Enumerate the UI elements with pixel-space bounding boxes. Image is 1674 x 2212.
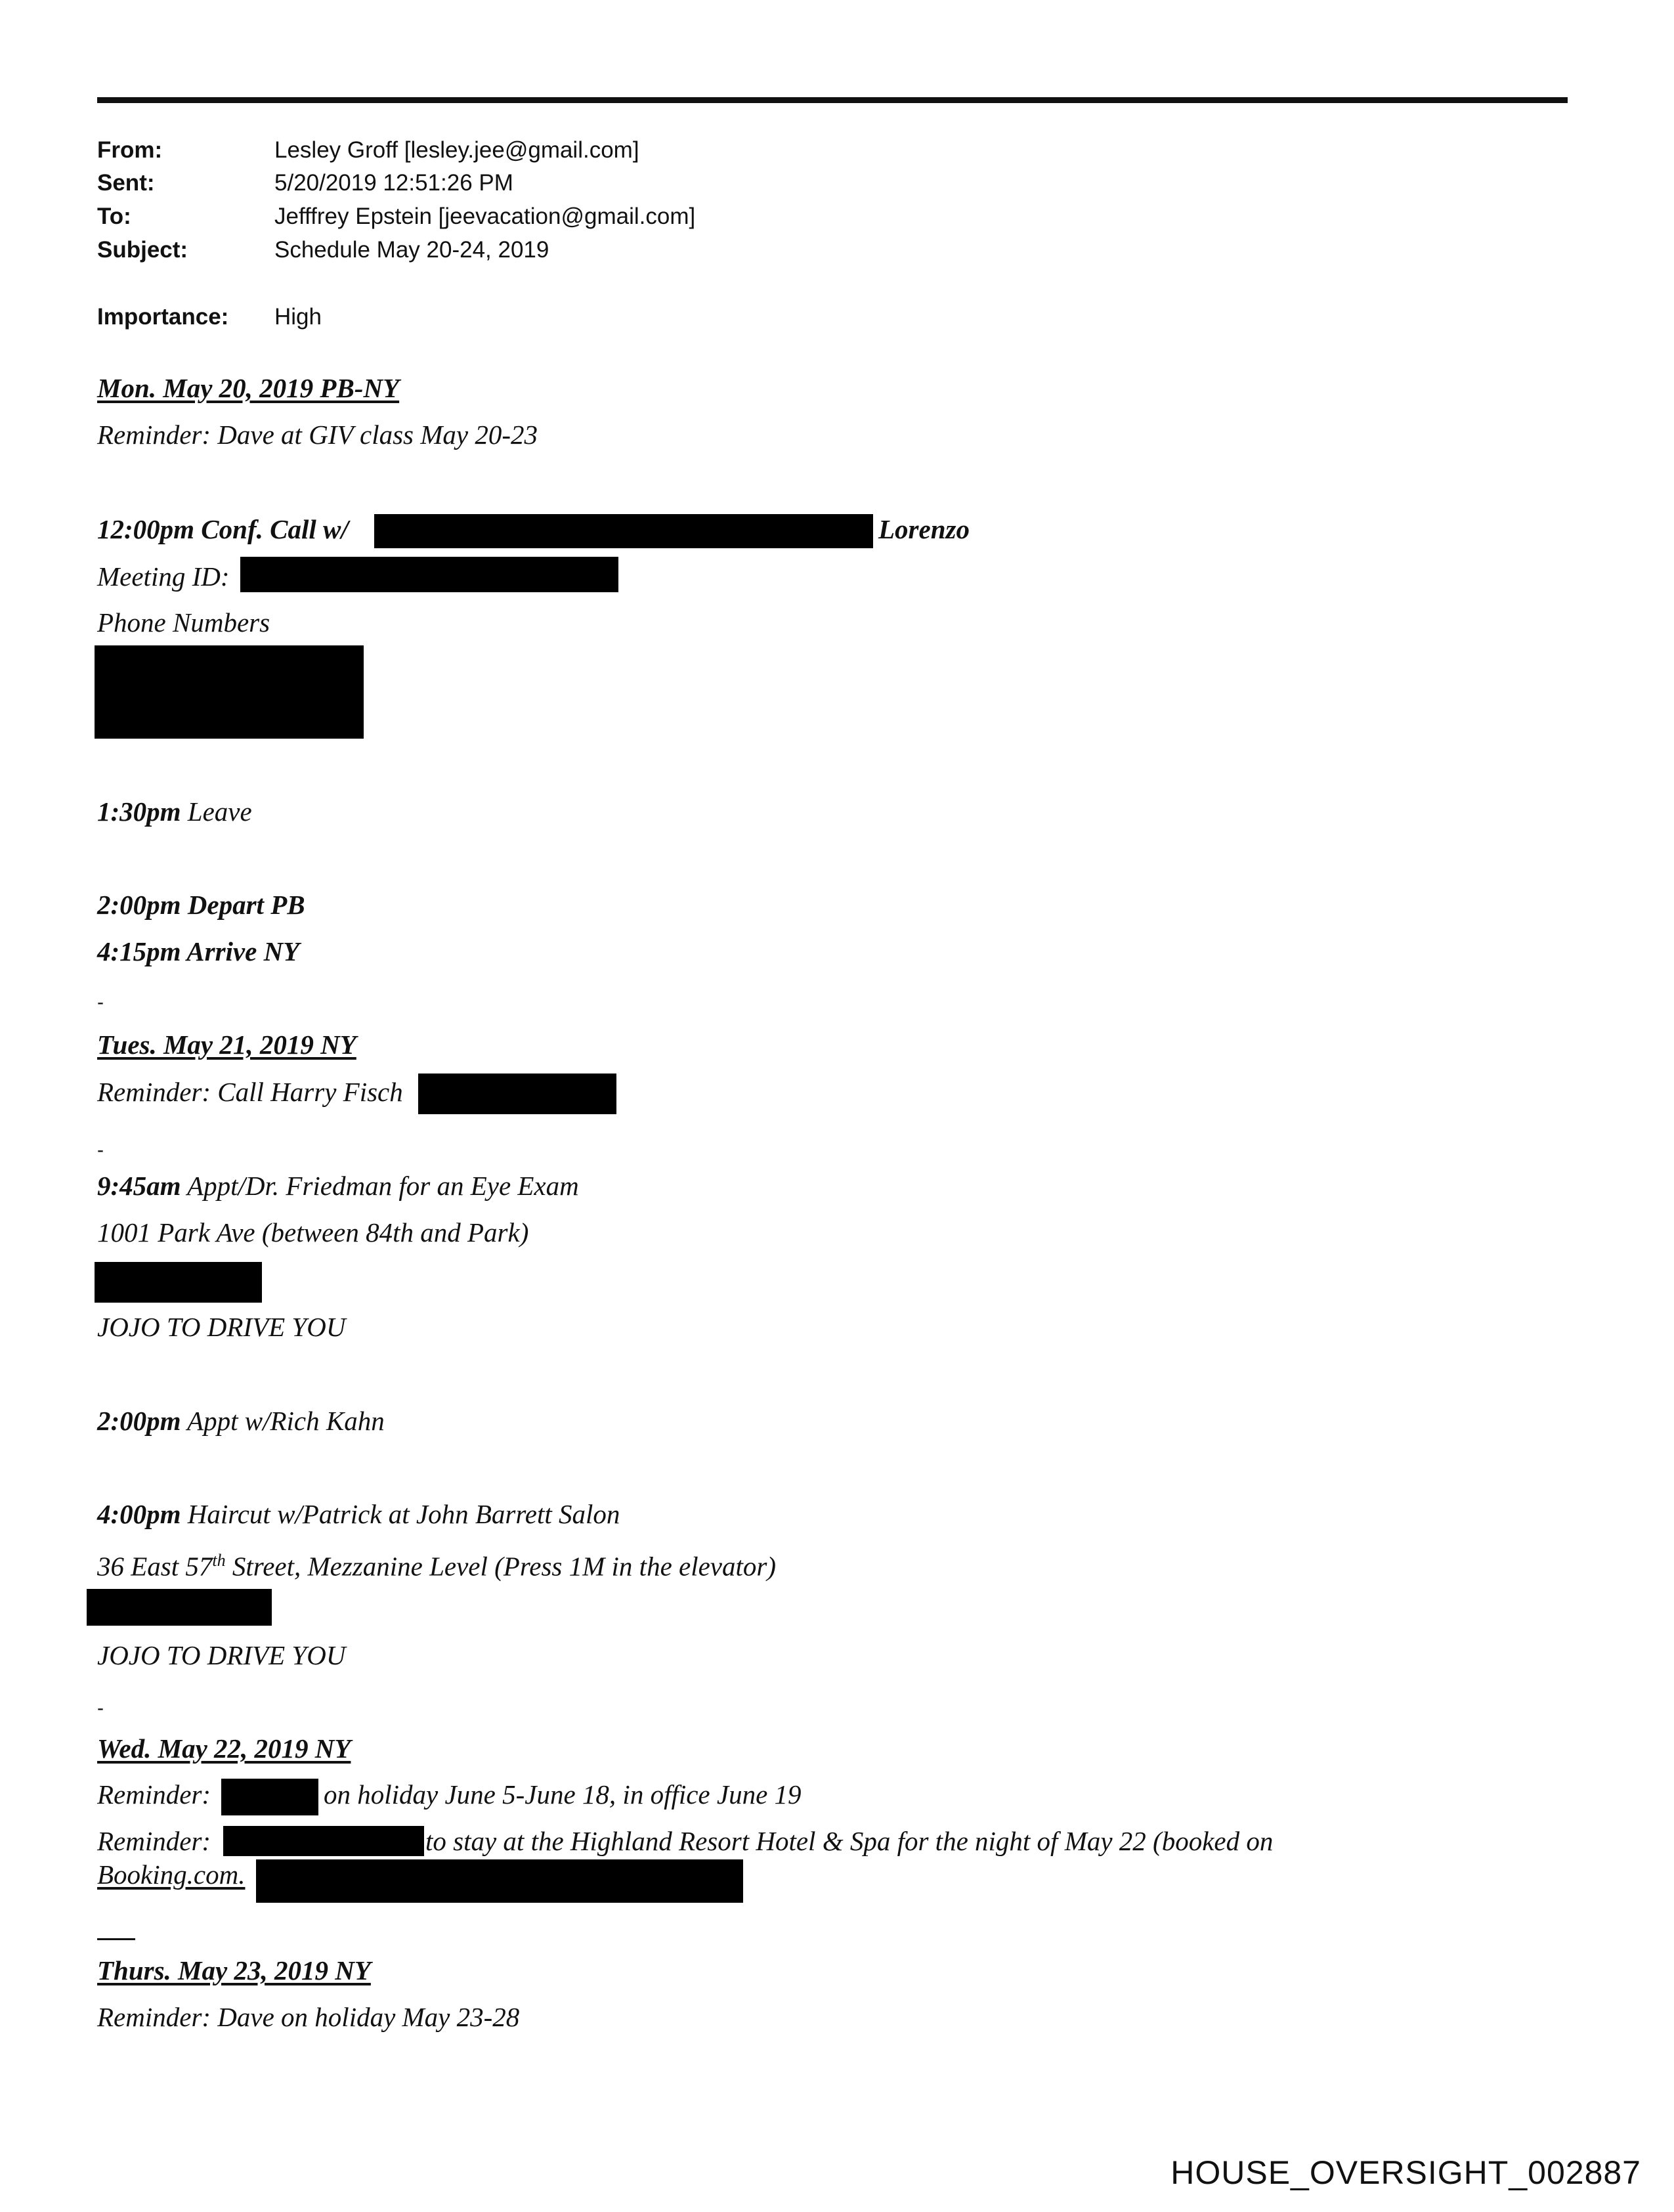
redaction-box bbox=[87, 1589, 272, 1626]
rich-kahn-text: Appt w/Rich Kahn bbox=[181, 1406, 385, 1436]
rich-kahn-entry bbox=[97, 1404, 385, 1438]
meeting-id-label: Meeting ID: bbox=[97, 561, 230, 592]
separator-dash: - bbox=[97, 991, 104, 1013]
redaction-box bbox=[95, 645, 364, 739]
sent-label: Sent: bbox=[97, 170, 155, 196]
eye-exam-address: 1001 Park Ave (between 84th and Park) bbox=[97, 1217, 529, 1247]
importance-value: High bbox=[274, 304, 322, 330]
separator-dash: - bbox=[97, 1139, 104, 1161]
haircut-entry bbox=[97, 1497, 620, 1531]
redaction-box bbox=[256, 1859, 743, 1903]
address-part: 36 East 57 bbox=[97, 1551, 213, 1582]
wednesday-reminder-1-label: Reminder: bbox=[97, 1779, 211, 1810]
phone-numbers-label: Phone Numbers bbox=[97, 607, 270, 638]
haircut-address bbox=[97, 1544, 776, 1584]
wednesday-heading: Wed. May 22, 2019 NY bbox=[97, 1733, 351, 1764]
redaction-box bbox=[223, 1826, 424, 1856]
eye-exam-time: 9:45am bbox=[97, 1171, 181, 1201]
conf-call-prefix: 12:00pm Conf. Call w/ bbox=[97, 514, 349, 544]
leave-time: 1:30pm bbox=[97, 796, 181, 827]
monday-heading: Mon. May 20, 2019 PB-NY bbox=[97, 373, 400, 403]
bates-number: HOUSE_OVERSIGHT_002887 bbox=[1170, 2154, 1641, 2191]
separator-dash: - bbox=[97, 1697, 104, 1719]
depart-entry: 2:00pm Depart PB bbox=[97, 890, 305, 920]
wednesday-reminder-2-text: to stay at the Highland Resort Hotel & Spa for the night of May 22 (booked on bbox=[425, 1826, 1274, 1856]
arrive-entry: 4:15pm Arrive NY bbox=[97, 936, 300, 966]
conf-call-suffix: Lorenzo bbox=[878, 514, 970, 544]
top-rule bbox=[97, 97, 1568, 103]
wednesday-reminder-2-label: Reminder: bbox=[97, 1826, 211, 1856]
sent-value: 5/20/2019 12:51:26 PM bbox=[274, 170, 513, 196]
subject-value: Schedule May 20-24, 2019 bbox=[274, 237, 549, 263]
leave-entry bbox=[97, 794, 252, 829]
subject-label: Subject: bbox=[97, 237, 188, 263]
importance-label: Importance: bbox=[97, 304, 229, 330]
leave-text: Leave bbox=[181, 796, 252, 827]
booking-link[interactable]: Booking.com. bbox=[97, 1859, 246, 1890]
jojo-drive-note: JOJO TO DRIVE YOU bbox=[97, 1640, 346, 1670]
to-value: Jefffrey Epstein [jeevacation@gmail.com] bbox=[274, 204, 696, 229]
from-value: Lesley Groff [lesley.jee@gmail.com] bbox=[274, 137, 639, 163]
redaction-box bbox=[95, 1262, 262, 1303]
address-part: Street, Mezzanine Level (Press 1M in the elevator) bbox=[225, 1551, 776, 1582]
redaction-box bbox=[418, 1073, 616, 1114]
ordinal-suffix: th bbox=[212, 1551, 226, 1570]
haircut-text: Haircut w/Patrick at John Barrett Salon bbox=[181, 1499, 620, 1529]
eye-exam-entry bbox=[97, 1169, 579, 1203]
redaction-box bbox=[221, 1779, 318, 1815]
tuesday-reminder: Reminder: Call Harry Fisch bbox=[97, 1077, 403, 1107]
to-label: To: bbox=[97, 204, 131, 229]
thursday-reminder: Reminder: Dave on holiday May 23-28 bbox=[97, 2002, 520, 2032]
from-label: From: bbox=[97, 137, 163, 163]
jojo-drive-note: JOJO TO DRIVE YOU bbox=[97, 1312, 346, 1342]
thursday-heading: Thurs. May 23, 2019 NY bbox=[97, 1955, 371, 1985]
redaction-box bbox=[374, 514, 873, 548]
tuesday-heading: Tues. May 21, 2019 NY bbox=[97, 1030, 356, 1060]
short-rule bbox=[97, 1938, 135, 1940]
wednesday-reminder-1-text: on holiday June 5-June 18, in office June 19 bbox=[324, 1779, 802, 1810]
rich-kahn-time: 2:00pm bbox=[97, 1406, 181, 1436]
haircut-time: 4:00pm bbox=[97, 1499, 181, 1529]
monday-reminder: Reminder: Dave at GIV class May 20-23 bbox=[97, 420, 538, 450]
eye-exam-text: Appt/Dr. Friedman for an Eye Exam bbox=[181, 1171, 579, 1201]
redaction-box bbox=[240, 557, 618, 592]
